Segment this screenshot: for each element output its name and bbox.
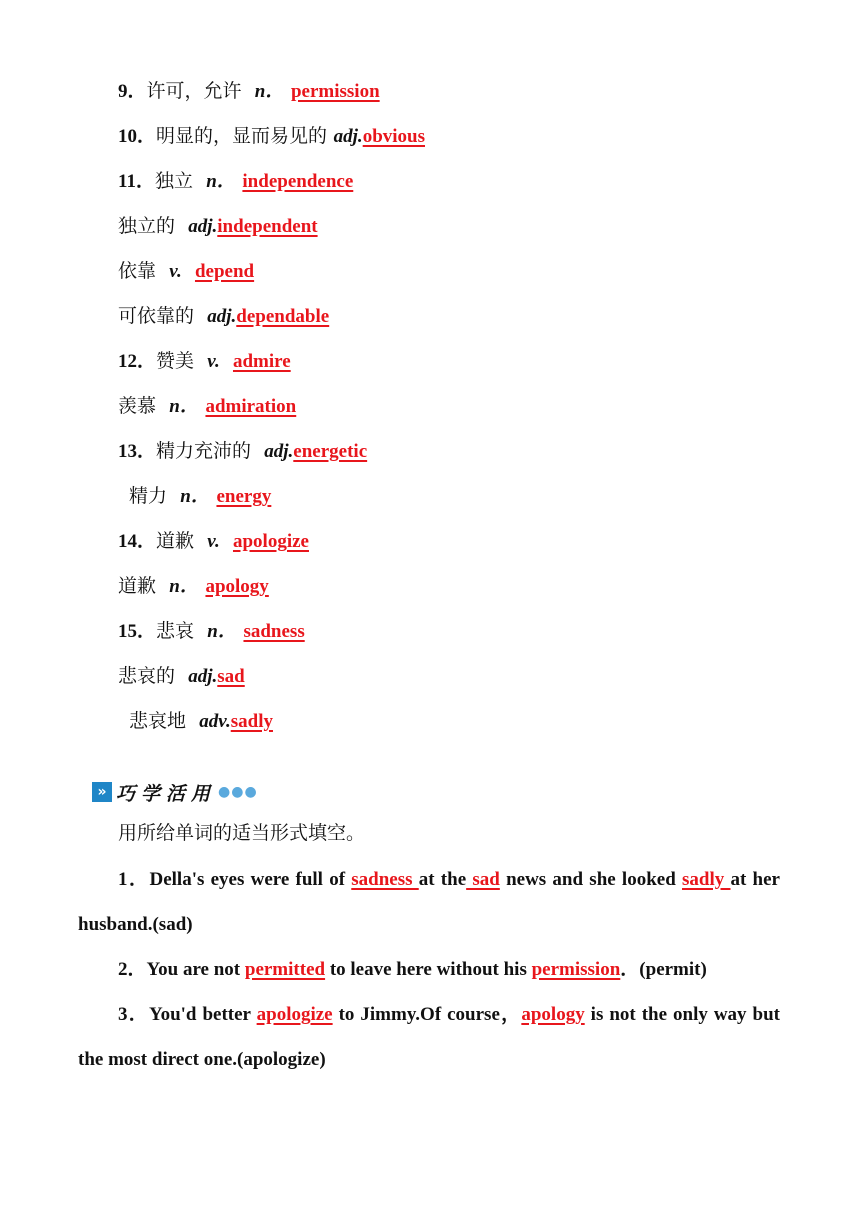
chinese-term: 独立 — [154, 170, 193, 192]
chinese-term: 依靠 — [118, 260, 157, 282]
chinese-term: 精力充沛的 — [156, 440, 252, 462]
double-chevron-icon: » — [92, 782, 112, 802]
chinese-term: 悲哀的 — [118, 665, 176, 687]
part-of-speech: n． — [207, 621, 237, 642]
chinese-term: 赞美 — [156, 350, 195, 372]
vocab-line-13b — [129, 479, 271, 513]
part-of-speech: n． — [254, 81, 285, 102]
exercise-text: news and she looked — [499, 869, 683, 890]
part-of-speech: adj. — [333, 126, 363, 147]
vocab-line-10 — [118, 119, 425, 153]
answer-word: independent — [217, 216, 318, 237]
item-number: 15． — [118, 621, 157, 642]
part-of-speech: adj. — [207, 306, 237, 327]
part-of-speech: adj. — [188, 666, 218, 687]
answer-word: apologize — [256, 1004, 333, 1025]
chinese-term: 明显的，显而易见的 — [156, 125, 328, 147]
item-number: 13． — [118, 441, 157, 462]
answer-word: apology — [205, 576, 269, 597]
vocab-line-11d — [118, 299, 329, 333]
item-number: 9． — [118, 81, 147, 102]
item-number: 11． — [118, 171, 155, 192]
answer-word: sadness — [243, 621, 305, 642]
vocab-line-11b — [118, 209, 318, 243]
part-of-speech: v. — [169, 261, 182, 282]
exercise-3 — [78, 992, 780, 1082]
answer-word: sad — [217, 666, 245, 687]
answer-word: admiration — [205, 396, 297, 417]
exercise-2 — [78, 947, 780, 992]
part-of-speech: n． — [206, 171, 236, 192]
exercise-text: is not the only way but the most direct one.(apologize) — [78, 1004, 780, 1070]
exercise-text: ．(permit) — [620, 959, 707, 980]
vocab-line-12 — [118, 344, 291, 378]
chinese-term: 精力 — [129, 485, 168, 507]
exercise-text: You'd better — [148, 1004, 257, 1025]
section-heading — [92, 778, 258, 806]
answer-word: permission — [290, 81, 380, 102]
item-number: 14． — [118, 531, 157, 552]
instruction — [118, 816, 365, 850]
part-of-speech: v. — [207, 351, 220, 372]
answer-word: depend — [194, 261, 255, 282]
chinese-term: 悲哀地 — [129, 710, 187, 732]
answer-word: permitted — [244, 959, 326, 980]
part-of-speech: n． — [169, 396, 199, 417]
answer-word: permission — [531, 959, 621, 980]
vocab-line-12b — [118, 389, 296, 423]
answer-word: sadly — [682, 869, 731, 890]
vocab-line-14b — [118, 569, 269, 603]
chinese-term: 羡慕 — [118, 395, 157, 417]
answer-word: sadly — [230, 711, 273, 732]
answer-word: dependable — [236, 306, 330, 327]
exercise-text: to leave here without his — [325, 959, 532, 980]
answer-word: sadness — [351, 869, 419, 890]
instruction-text: 用所给单词的适当形式填空。 — [118, 822, 366, 844]
chinese-term: 悲哀 — [156, 620, 195, 642]
answer-word: admire — [232, 351, 291, 372]
section-title: 巧学活用 — [116, 782, 217, 805]
answer-word: apologize — [232, 531, 309, 552]
exercise-text: to Jimmy.Of course， — [332, 1004, 522, 1025]
answer-word: independence — [242, 171, 354, 192]
vocab-line-14 — [118, 524, 309, 558]
exercise-number: 2． — [118, 959, 147, 980]
vocab-line-15 — [118, 614, 305, 648]
answer-word: apology — [521, 1004, 585, 1025]
exercise-text: Della's eyes were full of — [149, 869, 352, 890]
exercise-number: 1． — [118, 869, 150, 890]
vocab-line-11 — [118, 164, 353, 198]
exercise-text: at her husband.(sad) — [78, 869, 780, 935]
exercise-text: You are not — [146, 959, 245, 980]
chinese-term: 道歉 — [118, 575, 157, 597]
exercise-number: 3． — [118, 1004, 149, 1025]
dots-icon: ●●● — [218, 784, 258, 800]
answer-word: energetic — [293, 441, 368, 462]
vocab-line-9 — [118, 74, 380, 108]
exercise-text: at the — [418, 869, 467, 890]
answer-word: obvious — [362, 126, 425, 147]
chinese-term: 独立的 — [118, 215, 176, 237]
part-of-speech: n． — [169, 576, 199, 597]
vocab-line-15c — [129, 704, 273, 738]
part-of-speech: n． — [180, 486, 210, 507]
chinese-term: 可依靠的 — [118, 305, 195, 327]
vocab-line-11c — [118, 254, 254, 288]
exercise-1 — [78, 857, 780, 947]
part-of-speech: v. — [207, 531, 220, 552]
vocab-line-15b — [118, 659, 245, 693]
answer-word: energy — [216, 486, 272, 507]
chinese-term: 许可，允许 — [146, 80, 242, 102]
chinese-term: 道歉 — [156, 530, 195, 552]
part-of-speech: adj. — [188, 216, 218, 237]
part-of-speech: adj. — [264, 441, 294, 462]
part-of-speech: adv. — [199, 711, 231, 732]
vocab-line-13 — [118, 434, 367, 468]
item-number: 10． — [118, 126, 157, 147]
answer-word: sad — [466, 869, 500, 890]
item-number: 12． — [118, 351, 157, 372]
